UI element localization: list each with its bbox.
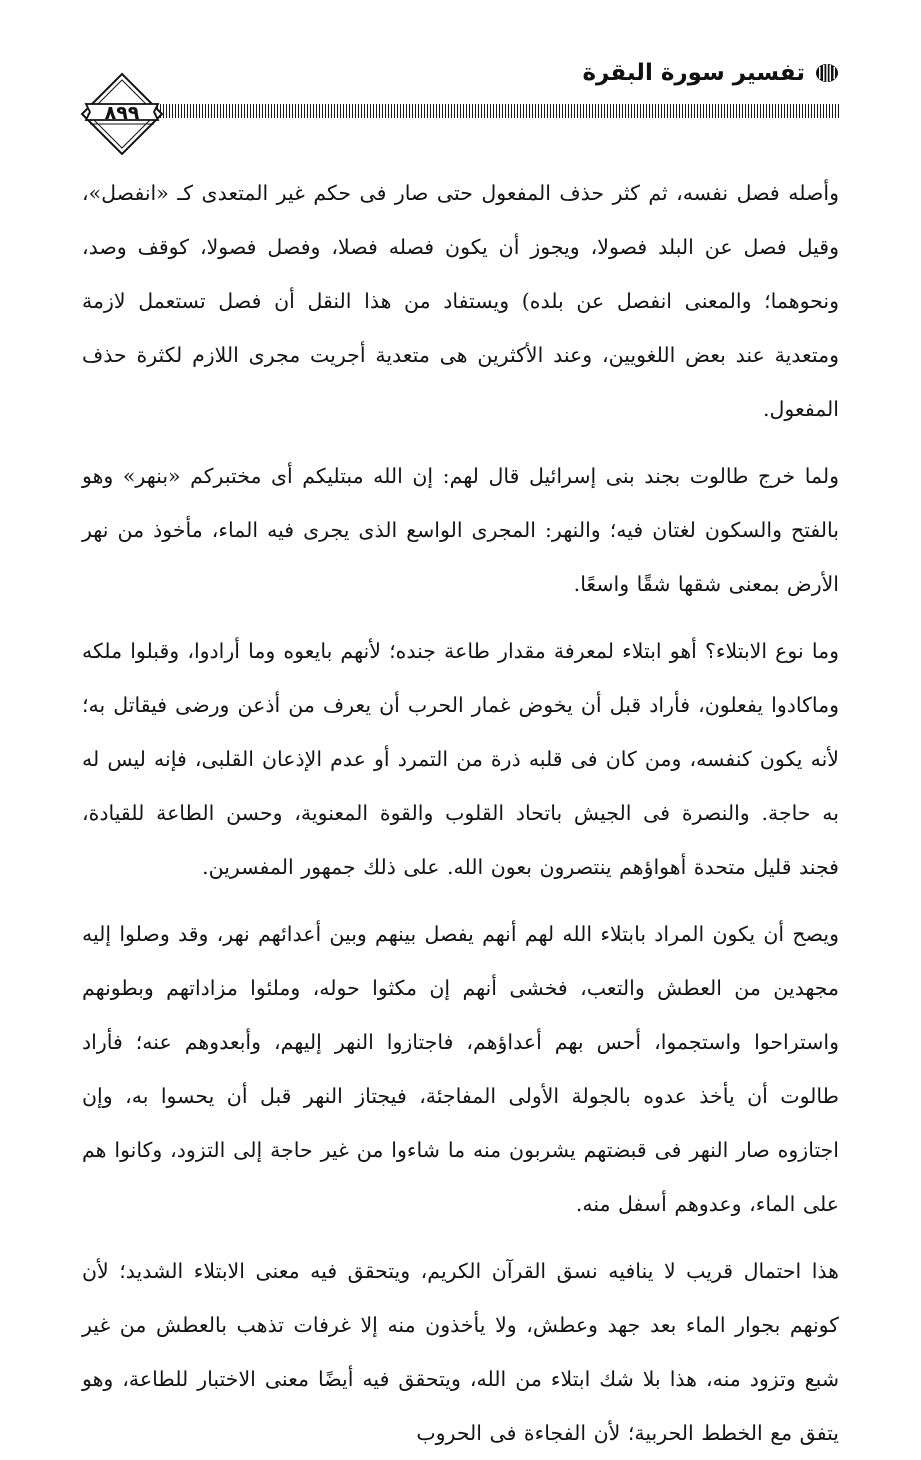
running-head: [582, 60, 839, 86]
paragraph-5: هذا احتمال قريب لا ينافيه نسق القرآن الكريم، ويتحقق فيه معنى الابتلاء الشديد؛ لأن كونهم بجوار الماء بعد جهد وعطش، ولا يأخذون منه إلا غرفات تذهب بالعطش من غير شبع وتزود منه، هذا بلا شك ابتلاء من الله، ويتحقق فيه أيضًا معنى الاختبار للطاعة، وهو يتفق مع الخطط الحربية؛ لأن الفجاءة فى الحروب: [82, 1259, 839, 1445]
page-number: ٨٩٩: [104, 102, 140, 124]
decorative-flower-icon: [815, 62, 839, 84]
paragraph-3: وما نوع الابتلاء؟ أهو ابتلاء لمعرفة مقدار طاعة جنده؛ لأنهم بايعوه وما أرادوا، وقبلوا ملكه وماكادوا يفعلون، فأراد قبل أن يخوض غمار الحرب أن يعرف من أذعن ورضى فيقاتل به؛ لأنه يكون كنفسه، ومن كان فى قلبه ذرة من التمرد أو عدم الإذعان القلبى، فإنه ليس له به حاجة. والنصرة فى الجيش باتحاد القلوب والقوة المعنوية، وحسن الطاعة للقيادة، فجند قليل متحدة أهواؤهم ينتصرون بعون الله. على ذلك جمهور المفسرين.: [82, 639, 839, 879]
paragraph-2: ولما خرج طالوت بجند بنى إسرائيل قال لهم: إن الله مبتليكم أى مختبركم «بنهر» وهو بالفتح والسكون لغتان فيه؛ والنهر: المجرى الواسع الذى يجرى فيه الماء، مأخوذ من نهر الأرض بمعنى شقها شقًا واسعًا.: [82, 464, 839, 596]
running-title: تفسير سورة البقرة: [582, 60, 805, 86]
page-number-badge: [80, 72, 164, 156]
paragraph-4: ويصح أن يكون المراد بابتلاء الله لهم أنهم يفصل بينهم وبين أعدائهم نهر، وقد وصلوا إليه مجهدين من العطش والتعب، فخشى أنهم إن مكثوا حوله، وملئوا مزاداتهم وبطونهم واستراحوا واستجموا، أحس بهم أعداؤهم، فاجتازوا النهر إليهم، وأبعدوهم عنه؛ فأراد طالوت أن يأخذ عدوه بالجولة الأولى المفاجئة، فيجتاز النهر قبل أن يحسوا به، وإن اجتازوه صار النهر فى قبضتهم يشربون منه ما شاءوا من غير حاجة إلى التزود، وكانوا هم على الماء، وعدوهم أسفل منه.: [82, 922, 839, 1216]
header-rule: [148, 104, 839, 118]
body-text: [82, 166, 839, 1460]
paragraph-1: وأصله فصل نفسه، ثم كثر حذف المفعول حتى صار فى حكم غير المتعدى كـ «انفصل»، وقيل فصل عن البلد فصولا، ويجوز أن يكون فصله فصلا، وفصل فصولا، كوقف وصد، ونحوهما؛ والمعنى انفصل عن بلده) ويستفاد من هذا النقل أن فصل تستعمل لازمة ومتعدية عند بعض اللغويين، وعند الأكثرين هى متعدية أجريت مجرى اللازم لكثرة حذف المفعول.: [82, 181, 839, 421]
